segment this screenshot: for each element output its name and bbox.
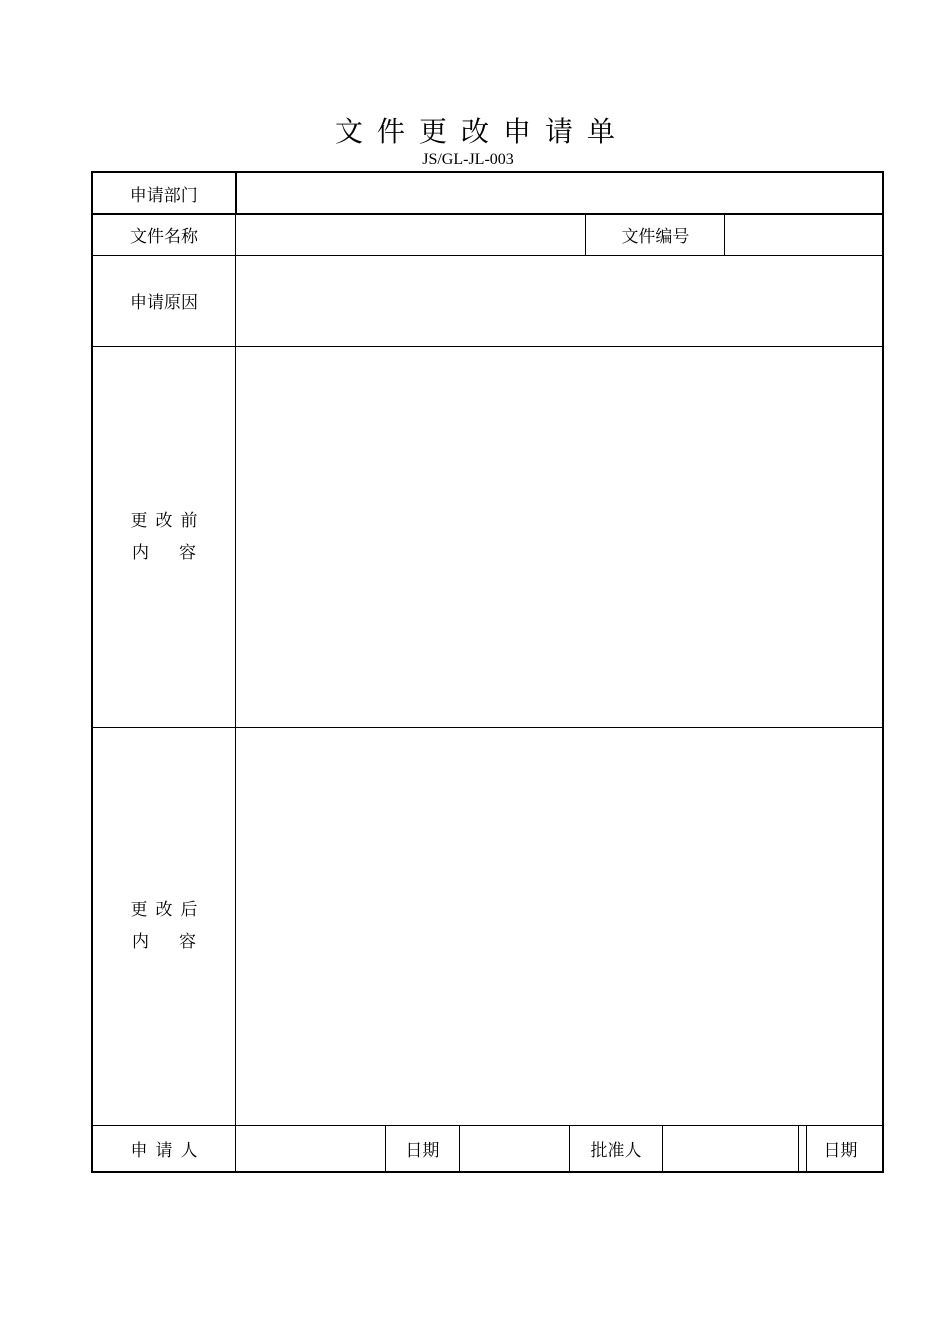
row-before [92,346,883,727]
applicant-field[interactable] [236,1125,386,1172]
reason-field[interactable] [236,255,884,346]
date2-label: 日期 [798,1125,883,1172]
department-field[interactable] [236,172,884,214]
approver-label: 批准人 [569,1125,662,1172]
before-label-line2: 内容 [132,542,226,563]
department-label: 申请部门 [92,172,236,214]
row-file-name [92,214,883,255]
file-number-field[interactable] [725,214,883,255]
row-signatures [92,1125,883,1172]
row-department [92,172,883,214]
row-after [92,727,883,1125]
before-label [92,346,236,727]
file-name-field[interactable] [236,214,586,255]
date1-label: 日期 [386,1125,459,1172]
form-code: JS/GL-JL-003 [422,151,514,168]
file-number-label: 文件编号 [586,214,725,255]
after-content-field[interactable] [236,727,884,1125]
date2-field[interactable] [806,1125,884,1171]
before-label-line1: 更改前 [130,510,206,531]
row-reason [92,255,883,346]
approver-field-a[interactable] [663,1125,725,1172]
after-label-line2: 内容 [132,932,226,952]
approver-field[interactable] [725,1125,798,1172]
change-request-form [91,171,884,1173]
before-content-field[interactable] [236,346,884,727]
form-title: 文件更改申请单 [334,115,629,148]
date1-field[interactable] [459,1125,569,1172]
file-name-label: 文件名称 [92,214,236,255]
applicant-label: 申请人 [92,1125,236,1172]
after-label [92,727,236,1125]
after-label-line1: 更改后 [130,900,206,920]
reason-label: 申请原因 [92,255,236,346]
